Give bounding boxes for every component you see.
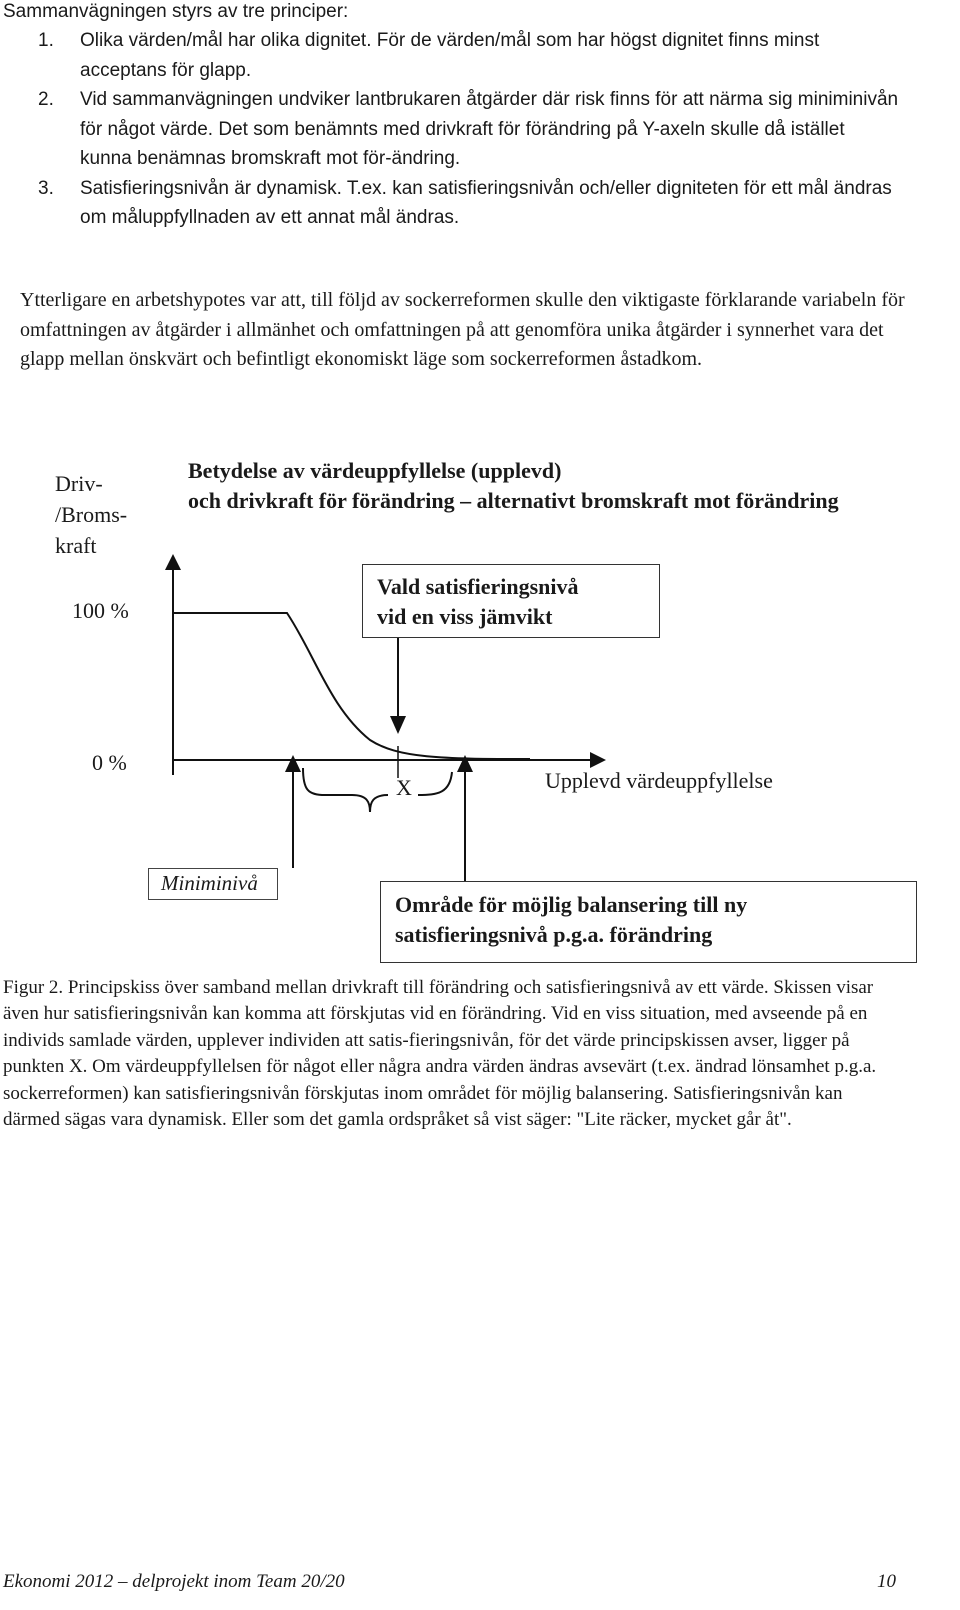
principle-text: Vid sammanvägningen undviker lantbrukaren åtgärder där risk finns för att närma sig miniminivån för något värde. Det som benämnts med drivkraft för förändring på Y-axeln skulle då istället kunna benämnas bromskraft mot för-ändring. [80, 89, 899, 169]
satisfaction-box-line: vid en viss jämvikt [377, 604, 553, 629]
footer-title: Ekonomi 2012 – delprojekt inom Team 20/20 [3, 1571, 345, 1592]
intro-text: Sammanvägningen styrs av tre principer: [3, 1, 349, 22]
principle-item [0, 85, 900, 174]
figure-title [188, 456, 839, 516]
y-axis-label-line: kraft [55, 533, 97, 558]
x-axis-arrowhead [590, 752, 606, 768]
principle-item [0, 174, 900, 233]
figure-title-line: Betydelse av värdeuppfyllelse (upplevd) [188, 458, 562, 483]
satisfaction-level-box [362, 564, 660, 638]
figure-2 [0, 450, 960, 970]
figure-title-line: och drivkraft för förändring – alternativt bromskraft mot förändring [188, 488, 839, 513]
y-axis-label [55, 468, 155, 561]
balance-brace [303, 768, 388, 812]
principle-number: 2. [38, 89, 54, 110]
y-tick-bottom: 0 % [92, 750, 127, 775]
y-axis-label-line: /Broms- [55, 502, 128, 527]
principles-list [0, 26, 900, 233]
y-axis-arrowhead [165, 554, 181, 570]
principle-number: 1. [38, 30, 54, 51]
balance-area-box [380, 881, 917, 963]
principle-number: 3. [38, 177, 54, 199]
principle-item [0, 26, 900, 85]
balance-box-line: satisfieringsnivå p.g.a. förändring [395, 922, 713, 947]
page-number: 10 [877, 1571, 896, 1592]
y-axis-label-line: Driv- [55, 471, 103, 496]
balance-box-line: Område för möjlig balansering till ny [395, 892, 748, 917]
x-point-label: X [396, 775, 412, 800]
figure-caption: Figur 2. Principskiss över samband mellan drivkraft till förändring och satisfieringsnivå av ett värde. Skissen visar även hur satisfieringsnivån kan komma att förskjutas vid en förändring. Vid en viss situation, med avseende på en individs samlade värden, upplever individen att satis-fieringsnivån, för det värde principskissen avser, ligger på punkten X. Om värdeuppfyllelsen för något eller några andra värden ändras avsevärt (t.ex. ändrad lönsamhet p.g.a. sockerreformen) kan satisfieringsnivån förskjutas inom området för möjlig balansering. Satisfieringsnivån kan därmed sägas vara dynamisk. Eller som det gamla ordspråket så vist säger: "Lite räcker, mycket går åt". [3, 977, 877, 1131]
minimum-arrowhead [285, 755, 301, 772]
y-tick-top: 100 % [72, 598, 129, 623]
principle-text: Satisfieringsnivån är dynamisk. T.ex. kan satisfieringsnivån och/eller digniteten för ett mål ändras om måluppfyllnaden av ett annat mål ändras. [80, 177, 892, 228]
principle-text: Olika värden/mål har olika dignitet. För de värden/mål som har högst dignitet finns minst acceptans för glapp. [80, 30, 820, 81]
satisfaction-box-line: Vald satisfieringsnivå [377, 574, 579, 599]
page-footer [3, 1571, 896, 1593]
balance-brace-right [418, 772, 452, 795]
x-axis-label: Upplevd värdeuppfyllelse [545, 768, 773, 793]
body-paragraph: Ytterligare en arbetshypotes var att, till följd av sockerreformen skulle den viktigaste förklarande variabeln för omfattningen av åtgärder i allmänhet och omfattningen på att genomföra unika åtgärder i synnerhet vara det glapp mellan önskvärt och befintligt ekonomiskt läge som sockerreformen åstadkom. [20, 289, 905, 370]
satisfaction-arrowhead [390, 716, 406, 734]
minimum-level-box: Miniminivå [148, 868, 278, 900]
